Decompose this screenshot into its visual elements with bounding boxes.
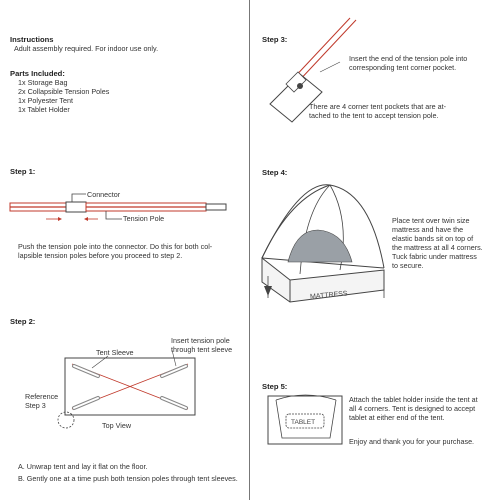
step3-text-1: Insert the end of the tension pole into corresponding tent corner pocket.	[349, 54, 468, 72]
instructions-body: Adult assembly required. For indoor use only.	[14, 44, 159, 53]
tent-sleeve-label: Tent Sleeve	[96, 348, 134, 357]
parts-title: Parts Included:	[10, 69, 65, 78]
parts-item: 1x Storage Bag	[18, 78, 68, 87]
step1-title: Step 1:	[10, 167, 36, 176]
parts-item: 1x Tablet Holder	[18, 105, 70, 114]
instructions-title: Instructions	[10, 35, 54, 44]
step1-text: Push the tension pole into the connector. Do this for both col- lapsible tension poles before you proceed to step 2.	[18, 242, 213, 260]
step2-topview-illustration	[58, 350, 195, 428]
step3-title: Step 3:	[262, 35, 288, 44]
insert-label: Insert tension pole through tent sleeve	[171, 336, 233, 354]
parts-item: 1x Polyester Tent	[18, 96, 73, 105]
step2-text-b: B. Gently one at a time push both tension poles through tent sleeves.	[18, 474, 238, 483]
step2-text-a: A. Unwrap tent and lay it flat on the floor.	[18, 462, 148, 471]
step3-illustration	[270, 18, 356, 122]
tension-pole-label: Tension Pole	[123, 214, 165, 223]
step4-text: Place tent over twin size mattress and have the elastic bands sit on top of the mattress at all 4 corners. Tuck fabric under mattress to secure.	[392, 216, 483, 270]
connector-label: Connector	[87, 190, 121, 199]
mattress-label: MATTRESS	[309, 290, 348, 301]
step5-illustration	[268, 395, 342, 444]
step3-text-2: There are 4 corner tent pockets that are at- tached to the tent to accept tension pole.	[309, 102, 447, 120]
step5-text-1: Attach the tablet holder inside the tent at all 4 corners. Tent is designed to accept tablet at either end of the tent.	[349, 395, 478, 422]
step5-text-2: Enjoy and thank you for your purchase.	[349, 437, 475, 446]
step1-pole-illustration	[10, 194, 226, 221]
tablet-label: TABLET	[291, 419, 316, 426]
parts-item: 2x Collapsible Tension Poles	[18, 87, 110, 96]
top-view-label: Top View	[102, 421, 132, 430]
step5-title: Step 5:	[262, 382, 288, 391]
step2-title: Step 2:	[10, 317, 36, 326]
step4-illustration	[262, 185, 384, 302]
step4-title: Step 4:	[262, 168, 288, 177]
reference-label: Reference Step 3	[25, 392, 59, 410]
